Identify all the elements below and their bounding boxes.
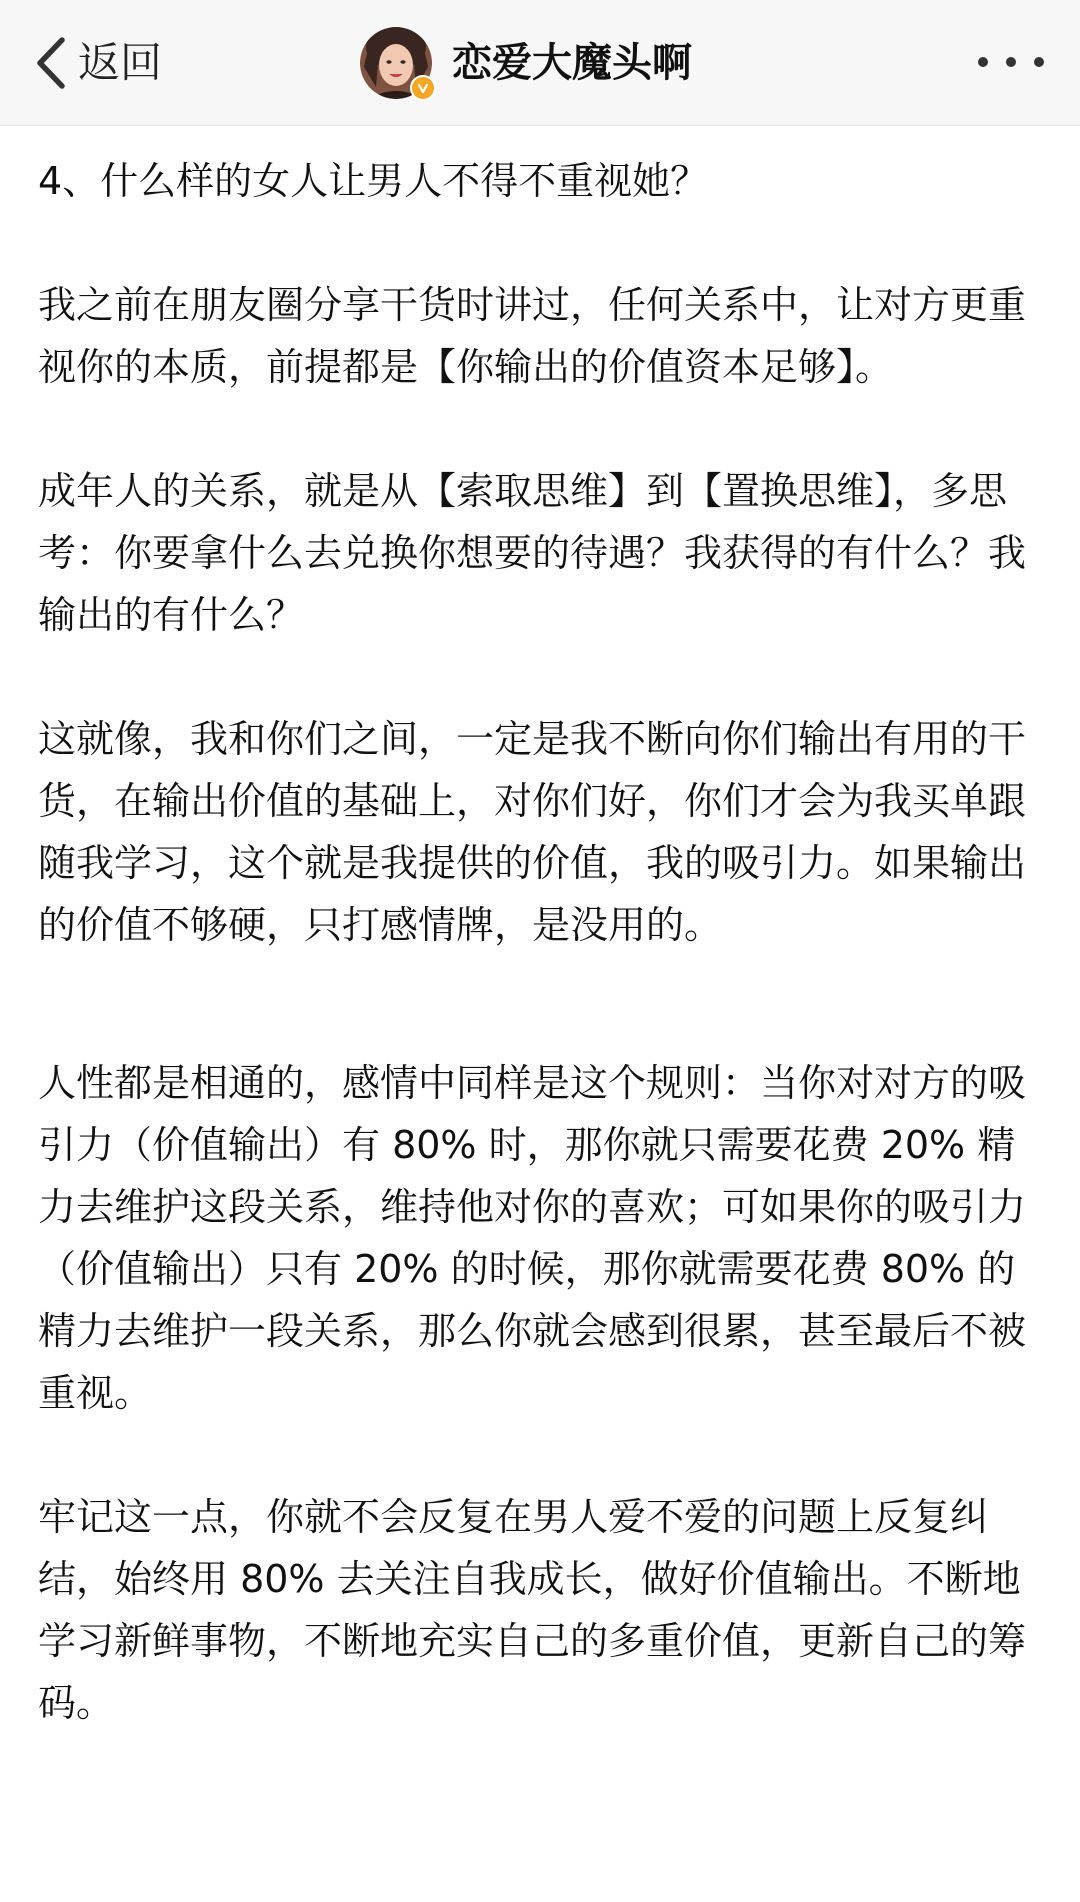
more-options-button[interactable]	[978, 42, 1044, 82]
article-paragraph: 人性都是相通的，感情中同样是这个规则：当你对对方的吸引力（价值输出）有 80% 时，那你就只需要花费 20% 精力去维护这段关系，维持他对你的喜欢；可如果你的吸引力（价值输出）只有 20% 的时候，那你就需要花费 80% 的精力去维护一段关系，那么你就会感到很累，甚至最后不被重视。	[38, 1061, 1027, 1415]
article-paragraph: 我之前在朋友圈分享干货时讲过，任何关系中，让对方更重视你的本质，前提都是【你输出的价值资本足够】。	[38, 283, 1027, 389]
chevron-left-icon	[30, 32, 72, 94]
account-header[interactable]	[360, 26, 692, 100]
article-paragraph: 成年人的关系，就是从【索取思维】到【置换思维】，多思考：你要拿什么去兑换你想要的待遇？我获得的有什么？我输出的有什么？	[38, 469, 1027, 637]
article-paragraph: 这就像，我和你们之间，一定是我不断向你们输出有用的干货，在输出价值的基础上，对你们好，你们才会为我买单跟随我学习，这个就是我提供的价值，我的吸引力。如果输出的价值不够硬，只打感情牌，是没用的。	[38, 717, 1027, 947]
article-paragraph: 牢记这一点，你就不会反复在男人爱不爱的问题上反复纠结，始终用 80% 去关注自我成长，做好价值输出。不断地学习新鲜事物，不断地充实自己的多重价值，更新自己的筹码。	[38, 1495, 1027, 1725]
verified-v-icon	[416, 81, 430, 95]
back-button[interactable]	[30, 28, 162, 98]
more-dots-icon	[1006, 57, 1016, 67]
more-dots-icon	[978, 57, 988, 67]
more-dots-icon	[1034, 57, 1044, 67]
back-label: 返回	[78, 38, 163, 87]
verified-badge	[410, 75, 436, 101]
avatar[interactable]	[360, 27, 432, 99]
top-nav-bar	[0, 0, 1080, 126]
article-body	[38, 150, 1042, 1734]
article-heading: 4、什么样的女人让男人不得不重视她？	[38, 159, 709, 203]
account-name[interactable]: 恋爱大魔头啊	[452, 40, 692, 86]
